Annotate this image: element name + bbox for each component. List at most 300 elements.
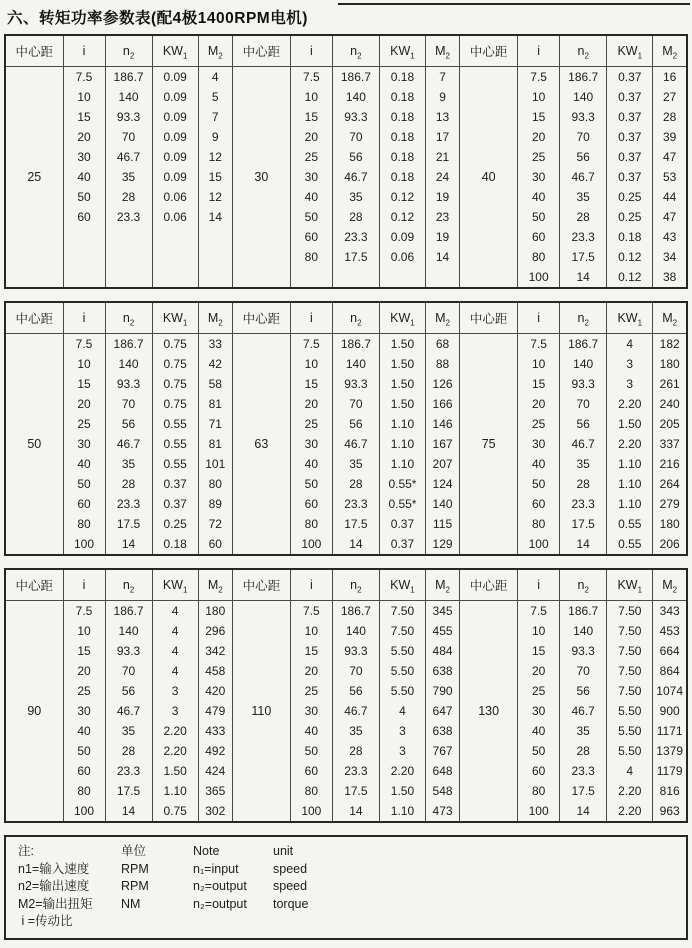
center-distance-cell: 90 bbox=[5, 601, 63, 823]
table-cell: 100 bbox=[518, 801, 560, 822]
table-cell: 13 bbox=[426, 107, 460, 127]
table-cell: 50 bbox=[290, 207, 332, 227]
table-cell: 140 bbox=[560, 87, 607, 107]
table-cell: 0.12 bbox=[607, 267, 653, 288]
table-cell: 0.37 bbox=[379, 514, 425, 534]
table-cell: 30 bbox=[290, 701, 332, 721]
table-cell: 35 bbox=[560, 721, 607, 741]
table-cell: 433 bbox=[198, 721, 232, 741]
table-cell: 15 bbox=[198, 167, 232, 187]
table-cell: 186.7 bbox=[332, 67, 379, 88]
table-cell: 279 bbox=[653, 494, 687, 514]
table-cell: 638 bbox=[426, 661, 460, 681]
table-cell: 46.7 bbox=[560, 434, 607, 454]
column-header: i bbox=[290, 569, 332, 601]
table-cell: 140 bbox=[560, 354, 607, 374]
table-cell: 23.3 bbox=[105, 761, 152, 781]
table-cell: 186.7 bbox=[560, 67, 607, 88]
table-cell: 93.3 bbox=[560, 641, 607, 661]
table-cell: 17.5 bbox=[332, 514, 379, 534]
table-cell: 5.50 bbox=[607, 721, 653, 741]
table-cell: 1379 bbox=[653, 741, 687, 761]
column-header: i bbox=[290, 35, 332, 67]
table-cell: 180 bbox=[653, 354, 687, 374]
table-cell: 70 bbox=[332, 661, 379, 681]
table-cell: 2.20 bbox=[152, 721, 198, 741]
table-cell: 186.7 bbox=[560, 601, 607, 622]
table-cell: 0.09 bbox=[152, 147, 198, 167]
table-cell: 40 bbox=[518, 454, 560, 474]
table-cell: 100 bbox=[290, 801, 332, 822]
note-cell: unit bbox=[273, 844, 294, 858]
table-cell: 30 bbox=[63, 434, 105, 454]
center-distance-cell: 40 bbox=[460, 67, 518, 289]
note-cell: n₁=input bbox=[193, 861, 239, 876]
table-cell: 60 bbox=[518, 227, 560, 247]
table-cell: 30 bbox=[63, 147, 105, 167]
table-cell: 10 bbox=[518, 87, 560, 107]
column-header: $n_2$ bbox=[560, 302, 607, 334]
table-cell: 23.3 bbox=[105, 207, 152, 227]
table-cell: 0.55* bbox=[379, 494, 425, 514]
table-cell: 261 bbox=[653, 374, 687, 394]
table-cell: 100 bbox=[63, 801, 105, 822]
table-cell: 10 bbox=[518, 354, 560, 374]
table-cell: 19 bbox=[426, 187, 460, 207]
table-cell: 20 bbox=[290, 394, 332, 414]
column-header: 中心距 bbox=[232, 35, 290, 67]
table-cell: 80 bbox=[518, 247, 560, 267]
table-cell: 20 bbox=[63, 394, 105, 414]
table-cell: 46.7 bbox=[560, 167, 607, 187]
table-cell: 20 bbox=[63, 661, 105, 681]
table-cell: 7.50 bbox=[607, 601, 653, 622]
table-cell: 0.06 bbox=[152, 207, 198, 227]
table-cell: 10 bbox=[518, 621, 560, 641]
table-cell: 46.7 bbox=[560, 701, 607, 721]
table-cell: 0.37 bbox=[152, 474, 198, 494]
table-cell: 46.7 bbox=[105, 701, 152, 721]
table-cell: 0.18 bbox=[379, 107, 425, 127]
table-cell: 25 bbox=[63, 681, 105, 701]
column-header: $M_2$ bbox=[653, 569, 687, 601]
note-cell: n2=输出速度 bbox=[18, 879, 90, 893]
table-cell: 0.09 bbox=[152, 167, 198, 187]
table-cell: 14 bbox=[560, 534, 607, 555]
table-cell: 1.50 bbox=[379, 354, 425, 374]
table-cell: 72 bbox=[198, 514, 232, 534]
table-cell: 767 bbox=[426, 741, 460, 761]
table-cell: 182 bbox=[653, 334, 687, 355]
table-cell: 40 bbox=[63, 454, 105, 474]
table-cell: 20 bbox=[518, 127, 560, 147]
center-distance-cell: 30 bbox=[232, 67, 290, 289]
table-cell bbox=[198, 247, 232, 267]
table-cell: 479 bbox=[198, 701, 232, 721]
table-cell: 7.5 bbox=[290, 67, 332, 88]
table-cell: 2.20 bbox=[379, 761, 425, 781]
table-cell: 3 bbox=[607, 374, 653, 394]
table-cell: 129 bbox=[426, 534, 460, 555]
table-cell: 58 bbox=[198, 374, 232, 394]
table-cell: 14 bbox=[105, 534, 152, 555]
table-cell: 4 bbox=[607, 761, 653, 781]
table-cell: 0.37 bbox=[607, 147, 653, 167]
table-cell: 7.50 bbox=[607, 661, 653, 681]
table-cell: 35 bbox=[105, 167, 152, 187]
table-cell: 14 bbox=[105, 801, 152, 822]
table-cell: 1.10 bbox=[607, 454, 653, 474]
column-header: $n_2$ bbox=[332, 569, 379, 601]
table-cell: 93.3 bbox=[332, 374, 379, 394]
table-cell: 0.18 bbox=[152, 534, 198, 555]
table-cell: 21 bbox=[426, 147, 460, 167]
table-cell: 70 bbox=[332, 394, 379, 414]
table-cell: 166 bbox=[426, 394, 460, 414]
note-cell: M2=输出扭矩 bbox=[18, 896, 93, 911]
table-cell: 0.09 bbox=[152, 127, 198, 147]
table-cell: 0.55 bbox=[152, 434, 198, 454]
table-cell: 0.18 bbox=[379, 147, 425, 167]
column-header: 中心距 bbox=[5, 35, 63, 67]
table-cell: 80 bbox=[290, 781, 332, 801]
table-cell: 0.37 bbox=[152, 494, 198, 514]
table-cell: 15 bbox=[63, 374, 105, 394]
table-cell: 20 bbox=[290, 661, 332, 681]
table-cell: 140 bbox=[105, 621, 152, 641]
table-cell: 296 bbox=[198, 621, 232, 641]
table-cell: 7 bbox=[198, 107, 232, 127]
table-cell: 1.50 bbox=[152, 761, 198, 781]
table-cell: 638 bbox=[426, 721, 460, 741]
table-cell: 70 bbox=[105, 661, 152, 681]
table-cell: 23.3 bbox=[105, 494, 152, 514]
table-cell bbox=[105, 247, 152, 267]
table-cell: 0.37 bbox=[607, 167, 653, 187]
note-cell: n1=输入速度 bbox=[18, 861, 90, 876]
param-table-2 bbox=[4, 301, 688, 556]
table-cell: 60 bbox=[63, 207, 105, 227]
table-cell: 56 bbox=[560, 147, 607, 167]
table-cell: 70 bbox=[332, 127, 379, 147]
table-cell: 1.10 bbox=[379, 434, 425, 454]
column-header: $KW_1$ bbox=[152, 569, 198, 601]
table-cell: 17.5 bbox=[332, 781, 379, 801]
table-cell: 963 bbox=[653, 801, 687, 822]
table-cell: 186.7 bbox=[332, 601, 379, 622]
table-cell: 50 bbox=[290, 741, 332, 761]
table-cell: 186.7 bbox=[105, 67, 152, 88]
table-cell: 1.50 bbox=[379, 374, 425, 394]
table-cell: 25 bbox=[518, 147, 560, 167]
table-cell: 30 bbox=[518, 434, 560, 454]
table-cell: 101 bbox=[198, 454, 232, 474]
table-cell: 186.7 bbox=[105, 334, 152, 355]
table-cell: 216 bbox=[653, 454, 687, 474]
table-cell: 47 bbox=[653, 147, 687, 167]
table-cell: 3 bbox=[379, 741, 425, 761]
table-cell: 70 bbox=[105, 394, 152, 414]
table-cell: 15 bbox=[63, 107, 105, 127]
table-cell: 80 bbox=[290, 247, 332, 267]
table-cell: 648 bbox=[426, 761, 460, 781]
table-cell: 337 bbox=[653, 434, 687, 454]
table-cell: 7.50 bbox=[379, 621, 425, 641]
table-cell: 20 bbox=[63, 127, 105, 147]
table-cell bbox=[152, 247, 198, 267]
notes-box bbox=[4, 835, 688, 940]
table-cell: 458 bbox=[198, 661, 232, 681]
column-header: $KW_1$ bbox=[379, 302, 425, 334]
table-cell: 35 bbox=[560, 187, 607, 207]
table-cell: 146 bbox=[426, 414, 460, 434]
center-distance-cell: 110 bbox=[232, 601, 290, 823]
table-cell: 0.09 bbox=[152, 87, 198, 107]
table-cell bbox=[63, 247, 105, 267]
table-cell: 0.18 bbox=[379, 87, 425, 107]
table-cell: 492 bbox=[198, 741, 232, 761]
table-cell: 7 bbox=[426, 67, 460, 88]
table-cell: 80 bbox=[63, 514, 105, 534]
note-cell bbox=[273, 913, 686, 931]
column-header: 中心距 bbox=[460, 302, 518, 334]
column-header: $M_2$ bbox=[426, 302, 460, 334]
table-cell: 30 bbox=[518, 167, 560, 187]
note-cell: 单位 bbox=[121, 844, 147, 858]
column-header: 中心距 bbox=[232, 302, 290, 334]
note-cell: speed bbox=[273, 879, 308, 893]
table-cell: 81 bbox=[198, 394, 232, 414]
table-cell: 0.09 bbox=[379, 227, 425, 247]
table-cell: 89 bbox=[198, 494, 232, 514]
table-cell: 30 bbox=[290, 167, 332, 187]
table-cell: 1.10 bbox=[607, 474, 653, 494]
table-cell: 50 bbox=[63, 474, 105, 494]
table-cell: 424 bbox=[198, 761, 232, 781]
column-header: i bbox=[518, 302, 560, 334]
table-cell: 0.37 bbox=[607, 87, 653, 107]
table-cell: 80 bbox=[290, 514, 332, 534]
table-cell: 39 bbox=[653, 127, 687, 147]
table-cell: 56 bbox=[560, 414, 607, 434]
column-header: i bbox=[518, 569, 560, 601]
table-cell: 80 bbox=[518, 514, 560, 534]
table-cell: 46.7 bbox=[332, 434, 379, 454]
table-cell: 50 bbox=[518, 207, 560, 227]
table-cell: 0.25 bbox=[607, 187, 653, 207]
table-cell: 15 bbox=[518, 641, 560, 661]
table-cell: 50 bbox=[518, 474, 560, 494]
table-cell: 0.12 bbox=[379, 207, 425, 227]
table-cell: 7.5 bbox=[518, 601, 560, 622]
table-cell: 60 bbox=[518, 761, 560, 781]
table-cell bbox=[332, 267, 379, 288]
table-cell: 38 bbox=[653, 267, 687, 288]
table-cell: 0.55 bbox=[607, 514, 653, 534]
table-cell: 14 bbox=[198, 207, 232, 227]
center-distance-cell: 75 bbox=[460, 334, 518, 556]
table-cell bbox=[198, 267, 232, 288]
table-cell bbox=[152, 267, 198, 288]
table-cell: 20 bbox=[290, 127, 332, 147]
table-cell: 50 bbox=[63, 741, 105, 761]
table-cell: 23.3 bbox=[560, 494, 607, 514]
table-cell: 35 bbox=[332, 187, 379, 207]
table-cell bbox=[198, 227, 232, 247]
table-cell: 3 bbox=[379, 721, 425, 741]
table-cell: 3 bbox=[152, 701, 198, 721]
table-cell: 455 bbox=[426, 621, 460, 641]
table-cell bbox=[379, 267, 425, 288]
column-header: 中心距 bbox=[5, 569, 63, 601]
table-cell: 50 bbox=[518, 741, 560, 761]
table-cell: 4 bbox=[379, 701, 425, 721]
table-cell: 1.10 bbox=[379, 414, 425, 434]
table-cell: 93.3 bbox=[332, 107, 379, 127]
column-header: i bbox=[518, 35, 560, 67]
table-cell: 56 bbox=[332, 681, 379, 701]
table-cell: 790 bbox=[426, 681, 460, 701]
table-cell: 548 bbox=[426, 781, 460, 801]
table-cell: 2.20 bbox=[152, 741, 198, 761]
column-header: $n_2$ bbox=[105, 35, 152, 67]
table-cell: 7.50 bbox=[379, 601, 425, 622]
table-cell: 28 bbox=[105, 741, 152, 761]
table-cell: 15 bbox=[290, 107, 332, 127]
column-header: $KW_1$ bbox=[379, 569, 425, 601]
table-cell: 473 bbox=[426, 801, 460, 822]
column-header: $M_2$ bbox=[198, 35, 232, 67]
table-cell: 28 bbox=[332, 207, 379, 227]
table-cell: 10 bbox=[290, 354, 332, 374]
table-cell: 35 bbox=[332, 454, 379, 474]
table-cell: 17.5 bbox=[560, 514, 607, 534]
table-cell: 17.5 bbox=[105, 514, 152, 534]
table-cell: 186.7 bbox=[332, 334, 379, 355]
table-cell: 5.50 bbox=[607, 701, 653, 721]
column-header: $n_2$ bbox=[105, 302, 152, 334]
table-cell: 88 bbox=[426, 354, 460, 374]
table-cell: 70 bbox=[560, 127, 607, 147]
table-cell: 40 bbox=[518, 721, 560, 741]
table-cell: 40 bbox=[290, 454, 332, 474]
table-cell bbox=[105, 227, 152, 247]
table-cell: 81 bbox=[198, 434, 232, 454]
column-header: $KW_1$ bbox=[152, 35, 198, 67]
table-cell: 47 bbox=[653, 207, 687, 227]
table-cell: 1.50 bbox=[607, 414, 653, 434]
table-cell: 0.09 bbox=[152, 67, 198, 88]
table-cell: 40 bbox=[518, 187, 560, 207]
table-cell: 15 bbox=[518, 374, 560, 394]
table-cell: 0.18 bbox=[607, 227, 653, 247]
table-cell: 4 bbox=[152, 641, 198, 661]
column-header: $KW_1$ bbox=[607, 302, 653, 334]
top-rule bbox=[338, 3, 690, 5]
table-cell: 28 bbox=[560, 741, 607, 761]
table-cell: 15 bbox=[290, 374, 332, 394]
table-cell: 4 bbox=[607, 334, 653, 355]
table-cell: 43 bbox=[653, 227, 687, 247]
table-cell: 17.5 bbox=[560, 247, 607, 267]
table-cell: 23.3 bbox=[332, 494, 379, 514]
table-cell: 33 bbox=[198, 334, 232, 355]
table-cell: 0.55* bbox=[379, 474, 425, 494]
table-cell: 1.50 bbox=[379, 781, 425, 801]
column-header: i bbox=[290, 302, 332, 334]
column-header: 中心距 bbox=[460, 569, 518, 601]
note-line bbox=[18, 878, 686, 896]
table-cell: 42 bbox=[198, 354, 232, 374]
table-cell: 180 bbox=[653, 514, 687, 534]
table-cell: 68 bbox=[426, 334, 460, 355]
table-cell: 0.18 bbox=[379, 167, 425, 187]
column-header: $M_2$ bbox=[653, 302, 687, 334]
column-header: i bbox=[63, 35, 105, 67]
table-cell: 56 bbox=[105, 681, 152, 701]
table-cell: 206 bbox=[653, 534, 687, 555]
table-cell: 664 bbox=[653, 641, 687, 661]
note-line bbox=[18, 896, 686, 914]
table-cell: 34 bbox=[653, 247, 687, 267]
table-cell: 115 bbox=[426, 514, 460, 534]
table-cell: 44 bbox=[653, 187, 687, 207]
center-distance-cell: 50 bbox=[5, 334, 63, 556]
table-cell: 1.10 bbox=[379, 801, 425, 822]
table-cell: 4 bbox=[152, 621, 198, 641]
table-cell: 17.5 bbox=[332, 247, 379, 267]
table-cell: 345 bbox=[426, 601, 460, 622]
table-cell: 342 bbox=[198, 641, 232, 661]
table-cell: 60 bbox=[290, 227, 332, 247]
table-cell: 16 bbox=[653, 67, 687, 88]
table-cell: 1074 bbox=[653, 681, 687, 701]
table-cell: 56 bbox=[332, 414, 379, 434]
table-cell: 28 bbox=[653, 107, 687, 127]
table-cell: 816 bbox=[653, 781, 687, 801]
table-cell: 93.3 bbox=[105, 107, 152, 127]
table-cell: 1.10 bbox=[379, 454, 425, 474]
note-cell bbox=[193, 913, 273, 931]
table-cell: 7.5 bbox=[63, 67, 105, 88]
table-cell: 180 bbox=[198, 601, 232, 622]
column-header: $n_2$ bbox=[105, 569, 152, 601]
table-cell: 140 bbox=[426, 494, 460, 514]
table-cell: 28 bbox=[105, 474, 152, 494]
column-header: $n_2$ bbox=[332, 302, 379, 334]
table-cell: 17.5 bbox=[560, 781, 607, 801]
table-cell: 17 bbox=[426, 127, 460, 147]
table-cell: 0.55 bbox=[152, 414, 198, 434]
column-header: $M_2$ bbox=[426, 569, 460, 601]
table-cell: 27 bbox=[653, 87, 687, 107]
table-cell: 60 bbox=[198, 534, 232, 555]
table-cell: 15 bbox=[63, 641, 105, 661]
table-cell: 20 bbox=[518, 661, 560, 681]
table-cell: 28 bbox=[560, 474, 607, 494]
column-header: $n_2$ bbox=[560, 569, 607, 601]
table-cell: 60 bbox=[290, 761, 332, 781]
table-cell: 0.37 bbox=[379, 534, 425, 555]
table-cell: 124 bbox=[426, 474, 460, 494]
table-cell: 5.50 bbox=[607, 741, 653, 761]
note-line bbox=[18, 913, 686, 931]
table-cell: 10 bbox=[63, 87, 105, 107]
table-cell: 80 bbox=[63, 781, 105, 801]
table-cell: 5.50 bbox=[379, 661, 425, 681]
table-cell: 60 bbox=[518, 494, 560, 514]
table-cell: 140 bbox=[332, 87, 379, 107]
